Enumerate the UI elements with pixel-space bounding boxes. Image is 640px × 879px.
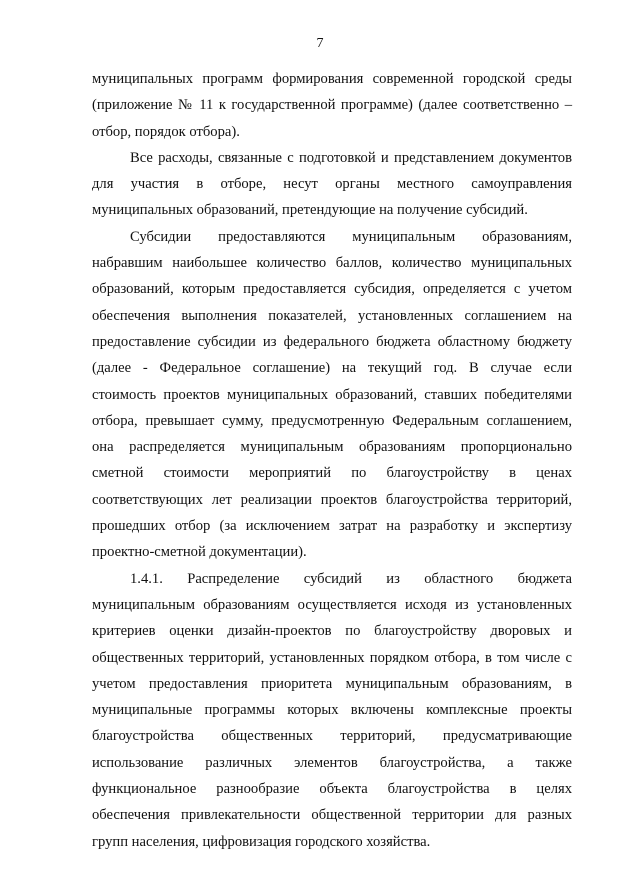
text-line: муниципальные программы которых включены комплексные проекты <box>92 702 572 719</box>
text-line: отбор, порядок отбора). <box>92 123 240 140</box>
text-line: сметной стоимости мероприятий по благоустройству в ценах <box>92 465 572 482</box>
text-line: образований, которым предоставляется субсидия, определяется с учетом <box>92 281 572 298</box>
text-line: благоустройства общественных территорий, предусматривающие <box>92 728 572 745</box>
paragraph-3 <box>92 224 572 566</box>
text-line: Все расходы, связанные с подготовкой и представлением документов <box>130 149 572 166</box>
text-line: проектно-сметной документации). <box>92 544 307 561</box>
text-line: соответствующих лет реализации проектов благоустройства территорий, <box>92 491 572 508</box>
page-number: 7 <box>316 36 324 51</box>
text-line: обеспечения выполнения показателей, установленных соглашением на <box>92 307 572 324</box>
text-line: обеспечения привлекательности общественной территории для разных <box>92 807 572 824</box>
text-line: стоимость проектов муниципальных образований, ставших победителями <box>92 386 572 403</box>
paragraph-1 <box>92 66 572 145</box>
text-line: набравшим наибольшее количество баллов, количество муниципальных <box>92 255 572 272</box>
text-line: (приложение № 11 к государственной программе) (далее соответственно – <box>92 97 572 114</box>
text-line: предоставление субсидии из федерального бюджета областному бюджету <box>92 333 572 350</box>
text-line: она распределяется муниципальным образованиям пропорционально <box>92 439 572 456</box>
text-line: групп населения, цифровизация городского хозяйства. <box>92 833 431 850</box>
text-line: 1.4.1. Распределение субсидий из областного бюджета <box>130 570 572 587</box>
text-line: для участия в отборе, несут органы местного самоуправления <box>92 176 572 193</box>
text-line: прошедших отбор (за исключением затрат на разработку и экспертизу <box>92 518 572 535</box>
text-line: общественных территорий, установленных порядком отбора, в том числе с <box>92 649 572 666</box>
text-line: отбора, превышает сумму, предусмотренную Федеральным соглашением, <box>92 412 572 429</box>
text-line: (далее - Федеральное соглашение) на текущий год. В случае если <box>92 360 572 377</box>
text-line: использование различных элементов благоустройства, а также <box>92 754 572 771</box>
text-line: муниципальных образований, претендующие на получение субсидий. <box>92 202 528 219</box>
paragraph-2 <box>92 145 572 224</box>
document-body <box>92 66 572 855</box>
paragraph-4 <box>92 566 572 855</box>
text-line: муниципальным образованиям осуществляется исходя из установленных <box>92 596 572 613</box>
text-line: критериев оценки дизайн-проектов по благоустройству дворовых и <box>92 623 572 640</box>
text-line: функциональное разнообразие объекта благоустройства в целях <box>92 781 572 798</box>
text-line: учетом предоставления приоритета муниципальным образованиям, в <box>92 675 572 692</box>
text-line: муниципальных программ формирования современной городской среды <box>92 71 572 87</box>
text-line: Субсидии предоставляются муниципальным образованиям, <box>130 228 572 245</box>
